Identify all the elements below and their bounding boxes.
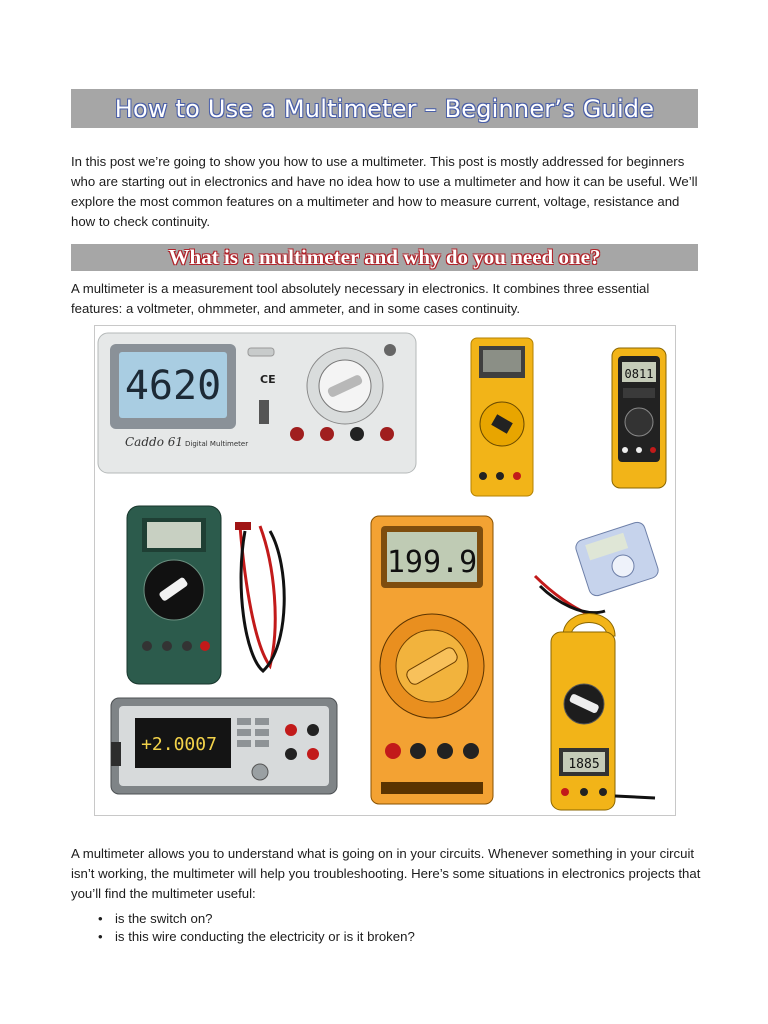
white-pocket-multimeter-image (535, 520, 660, 616)
section-banner (71, 244, 698, 271)
intro-paragraph: In this post we’re going to show you how to use a multimeter. This post is mostly addressed for beginners who are starting out in electronics and have no idea how to use a multimeter and how it can be useful. We’ll explore the most common features on a multimeter and how to measure current, voltage, resistance and how to check continuity. (71, 154, 698, 229)
bench-display-reading: +2.0007 (141, 734, 217, 755)
orange-display-reading: 199.9 (386, 545, 478, 580)
list-item: • is this wire conducting the electricity or is it broken? (95, 928, 415, 946)
clamp-display-reading: 1885 (568, 757, 600, 772)
test-leads-image (235, 522, 284, 671)
main-display-reading: 4620 (124, 363, 222, 409)
yellow-handheld-multimeter-image (471, 338, 533, 496)
main-meter-subtitle: Digital Multimeter (185, 440, 249, 448)
list-item: • is the switch on? (95, 910, 415, 928)
svg-text:CE: CE (260, 373, 276, 386)
situations-list (95, 910, 415, 946)
compact-yellow-multimeter-image (612, 348, 666, 488)
definition-paragraph: A multimeter is a measurement tool absolutely necessary in electronics. It combines three essential features: a voltmeter, ohmmeter, and ammeter, and in some cases continuity. (71, 281, 650, 316)
page-title: How to Use a Multimeter – Beginner’s Guide (114, 94, 655, 123)
orange-analog-dial-multimeter-image (371, 516, 493, 804)
green-multimeter-image (127, 506, 221, 684)
title-banner (71, 89, 698, 128)
multimeters-photo-collage (94, 325, 676, 816)
compact-display-reading: 0811 (624, 367, 654, 381)
benchtop-multimeter-image (98, 333, 416, 473)
section-heading: What is a multimeter and why do you need one? (168, 245, 601, 269)
clamp-meter-image (551, 614, 655, 811)
main-meter-brand: Caddo 61 (125, 435, 184, 449)
bench-digital-multimeter-image (111, 698, 337, 794)
usage-paragraph: A multimeter allows you to understand what is going on in your circuits. Whenever something in your circuit isn’t working, the multimeter will help you troubleshooting. Here’s some situations in electronics projects that you’ll find the multimeter useful: (71, 846, 701, 901)
